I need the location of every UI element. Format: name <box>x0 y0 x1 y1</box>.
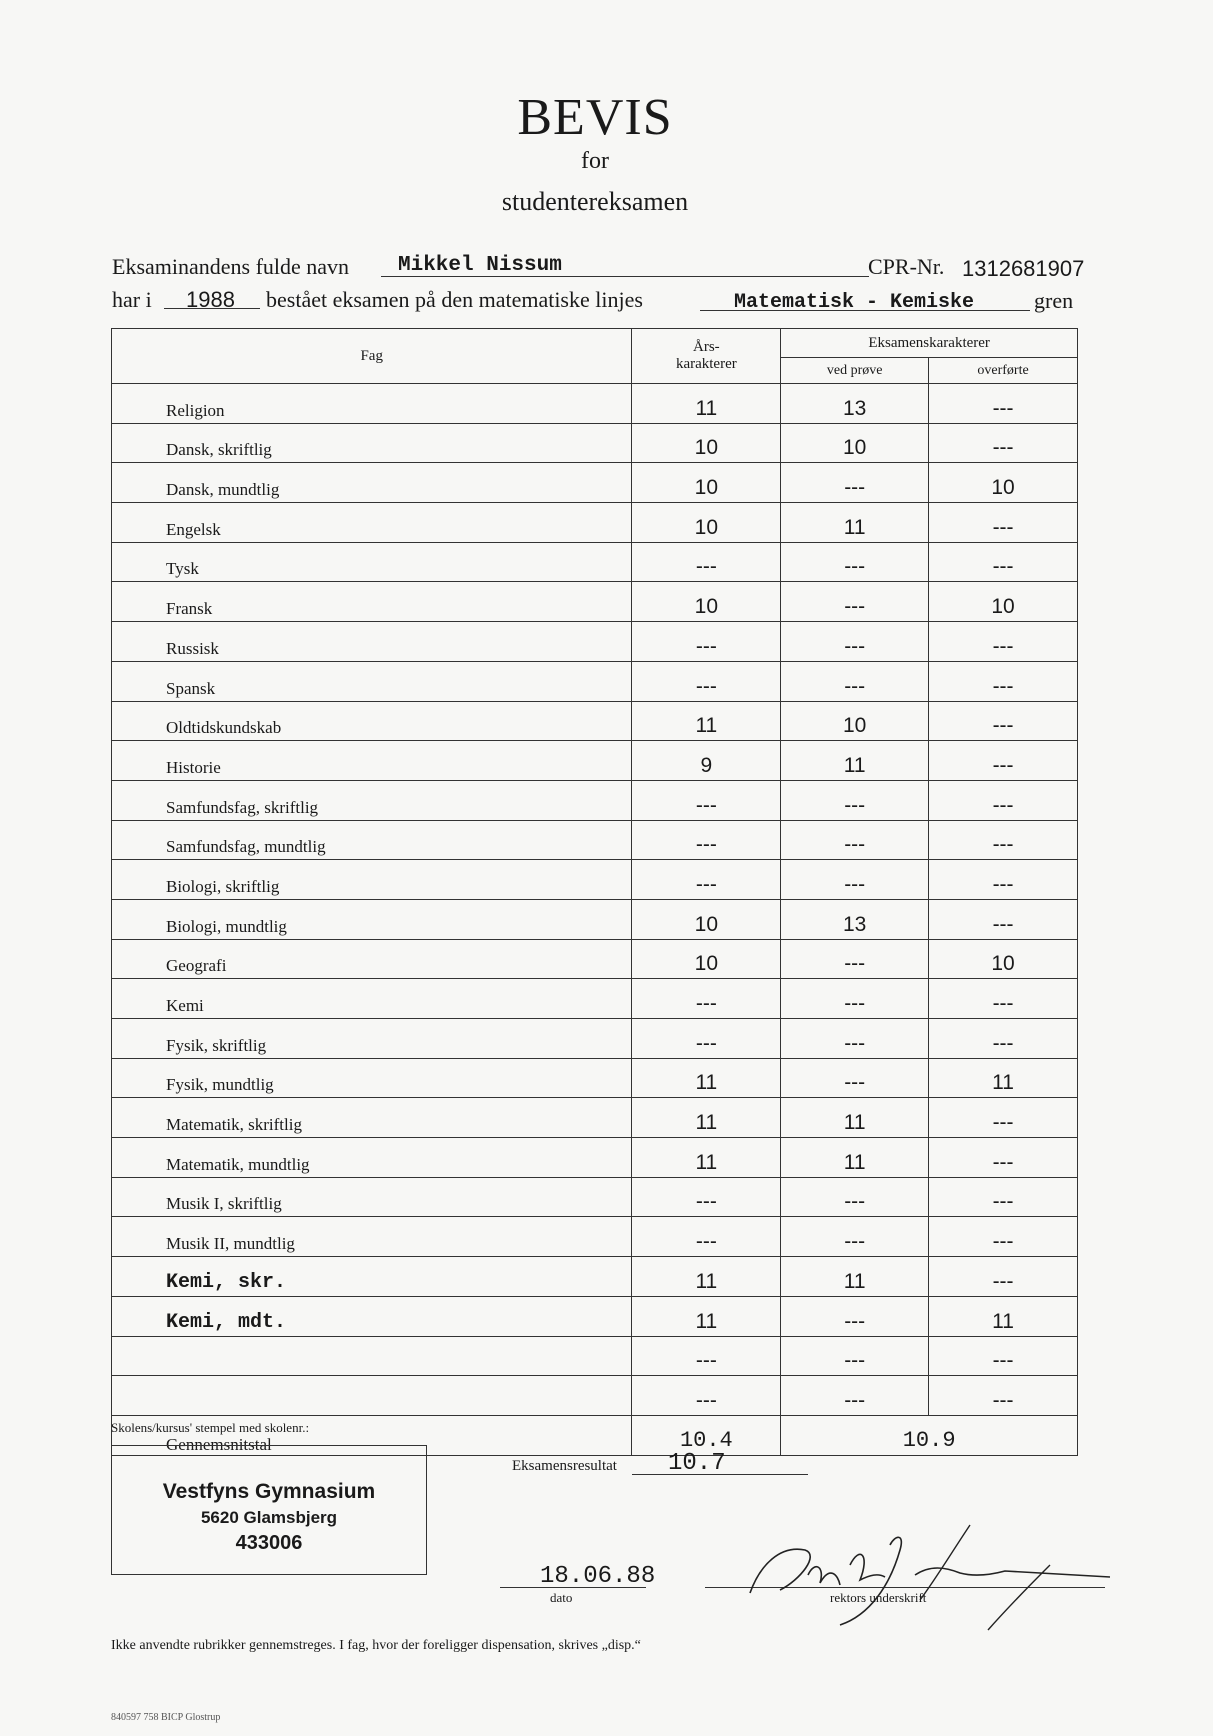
grade-year: 10 <box>632 423 781 463</box>
stamp-school-number: 433006 <box>235 1532 303 1554</box>
grade-transfer: 11 <box>929 1058 1078 1098</box>
grade-transfer: --- <box>929 1257 1078 1297</box>
subject-name: Tysk <box>166 559 199 579</box>
average-year: 10.4 <box>632 1415 781 1455</box>
grade-year: 10 <box>632 582 781 622</box>
average-label: Gennemsnitstal <box>112 1415 632 1455</box>
grade-transfer: 10 <box>929 463 1078 503</box>
candidate-name: Mikkel Nissum <box>398 254 562 277</box>
grade-test: 11 <box>781 503 929 543</box>
grade-test: 10 <box>781 701 929 741</box>
header-year-line2: karakterer <box>675 356 737 372</box>
grade-row <box>112 899 1078 939</box>
grade-year: --- <box>632 860 781 900</box>
grade-year: 9 <box>632 741 781 781</box>
grade-test: --- <box>781 661 929 701</box>
subject-cell <box>112 1376 632 1416</box>
grade-transfer: 10 <box>929 582 1078 622</box>
grade-test: 13 <box>781 899 929 939</box>
grade-transfer: --- <box>929 542 1078 582</box>
grade-transfer: --- <box>929 384 1078 424</box>
grade-transfer: --- <box>929 1019 1078 1059</box>
grade-row <box>112 582 1078 622</box>
grade-row <box>112 542 1078 582</box>
grade-transfer: --- <box>929 780 1078 820</box>
exam-name: studentereksamen <box>501 187 689 216</box>
subject-name: Fysik, mundtlig <box>166 1075 274 1095</box>
grade-test: --- <box>781 542 929 582</box>
grade-year: --- <box>632 1217 781 1257</box>
cpr-label: CPR-Nr. <box>868 254 945 279</box>
grade-transfer: --- <box>929 741 1078 781</box>
grade-test: --- <box>781 820 929 860</box>
grade-test: --- <box>781 1336 929 1376</box>
grade-test: 11 <box>781 1098 929 1138</box>
grade-transfer: --- <box>929 1177 1078 1217</box>
grade-transfer: --- <box>929 1217 1078 1257</box>
grade-row <box>112 423 1078 463</box>
signature-label: rektors underskrift <box>830 1590 927 1605</box>
grade-transfer: --- <box>929 1336 1078 1376</box>
subject-cell <box>112 1296 632 1336</box>
subject-cell <box>112 1177 632 1217</box>
subject-name: Biologi, skriftlig <box>166 876 280 896</box>
subject-name: Kemi, mdt. <box>166 1310 287 1334</box>
average-exam: 10.9 <box>781 1415 1078 1455</box>
grades-table <box>111 328 1078 1456</box>
grade-year: --- <box>632 1019 781 1059</box>
header-exam-grades: Eksamenskarakterer <box>781 329 1078 358</box>
grade-test: --- <box>781 860 929 900</box>
subject-name: Matematik, skriftlig <box>166 1115 302 1135</box>
grade-year: --- <box>632 661 781 701</box>
grade-year: --- <box>632 780 781 820</box>
subject-cell <box>112 423 632 463</box>
header-year-line1: Års- <box>693 339 720 355</box>
grade-test: --- <box>781 1296 929 1336</box>
subject-cell <box>112 463 632 503</box>
subject-name: Musik II, mundtlig <box>166 1234 295 1254</box>
grade-transfer: --- <box>929 1138 1078 1178</box>
subject-cell <box>112 820 632 860</box>
grade-row <box>112 1296 1078 1336</box>
grade-row <box>112 1177 1078 1217</box>
subject-cell <box>112 1019 632 1059</box>
subject-cell <box>112 701 632 741</box>
subject-name: Geografi <box>166 956 227 976</box>
subject-cell <box>112 1336 632 1376</box>
grade-year: --- <box>632 542 781 582</box>
header-year-grades <box>632 329 781 384</box>
grade-year: 11 <box>632 384 781 424</box>
grade-test: --- <box>781 1019 929 1059</box>
grade-year: 11 <box>632 1138 781 1178</box>
subject-name: Fysik, skriftlig <box>166 1035 267 1055</box>
grade-year: --- <box>632 1376 781 1416</box>
signature-icon <box>720 1505 1120 1635</box>
grade-year: --- <box>632 622 781 662</box>
grade-transfer: --- <box>929 661 1078 701</box>
stamp-school-name: Vestfyns Gymnasium <box>162 1480 376 1503</box>
subject-cell <box>112 582 632 622</box>
subject-name: Fransk <box>166 599 213 619</box>
grade-year: 11 <box>632 1058 781 1098</box>
grade-year: --- <box>632 1336 781 1376</box>
grade-test: 13 <box>781 384 929 424</box>
grade-row <box>112 1257 1078 1297</box>
grade-row <box>112 780 1078 820</box>
grade-row <box>112 939 1078 979</box>
subject-name: Kemi <box>166 996 204 1015</box>
grade-row <box>112 1217 1078 1257</box>
grade-test: 10 <box>781 423 929 463</box>
subject-name: Religion <box>166 400 225 420</box>
grade-test: --- <box>781 582 929 622</box>
exam-result: 10.7 <box>668 1450 726 1477</box>
grade-year: --- <box>632 820 781 860</box>
subject-cell <box>112 741 632 781</box>
print-code: 840597 758 BICP Glostrup <box>111 1712 221 1723</box>
year-prefix: har i <box>112 287 152 312</box>
grade-row <box>112 384 1078 424</box>
subject-cell <box>112 1098 632 1138</box>
subject-cell <box>112 542 632 582</box>
grade-year: 11 <box>632 1257 781 1297</box>
subject-name: Matematik, mundtlig <box>166 1154 310 1174</box>
stamp-label: Skolens/kursus' stempel med skolenr.: <box>111 1420 310 1435</box>
grade-test: --- <box>781 463 929 503</box>
subject-cell <box>112 939 632 979</box>
grade-transfer: --- <box>929 423 1078 463</box>
grade-test: 11 <box>781 741 929 781</box>
grade-row <box>112 503 1078 543</box>
grade-transfer: --- <box>929 622 1078 662</box>
subject-cell <box>112 384 632 424</box>
date-value: 18.06.88 <box>540 1563 656 1590</box>
grade-year: 10 <box>632 463 781 503</box>
grade-transfer: --- <box>929 899 1078 939</box>
grade-row <box>112 1019 1078 1059</box>
grade-test: --- <box>781 1177 929 1217</box>
exam-year: 1988 <box>186 287 235 312</box>
subject-cell <box>112 1257 632 1297</box>
grade-row <box>112 661 1078 701</box>
grade-row <box>112 1138 1078 1178</box>
subject-name: Dansk, skriftlig <box>166 440 272 460</box>
grade-row <box>112 622 1078 662</box>
cpr-number: 1312681907 <box>962 256 1085 281</box>
grade-transfer: --- <box>929 1098 1078 1138</box>
subject-name: Samfundsfag, mundtlig <box>166 837 326 857</box>
subject-name: Engelsk <box>166 519 221 539</box>
grade-year: 10 <box>632 503 781 543</box>
grade-row <box>112 1058 1078 1098</box>
grade-year: 10 <box>632 899 781 939</box>
title-for: for <box>581 148 609 174</box>
result-label: Eksamensresultat <box>512 1458 617 1474</box>
subject-cell <box>112 899 632 939</box>
subject-cell <box>112 622 632 662</box>
subject-cell <box>112 1058 632 1098</box>
header-subject: Fag <box>112 329 632 384</box>
grade-year: 11 <box>632 701 781 741</box>
grade-test: --- <box>781 622 929 662</box>
grade-test: --- <box>781 780 929 820</box>
date-label: dato <box>550 1590 573 1605</box>
subject-name: Musik I, skriftlig <box>166 1194 282 1214</box>
school-stamp <box>111 1445 427 1575</box>
grade-year: 11 <box>632 1296 781 1336</box>
grade-transfer: 11 <box>929 1296 1078 1336</box>
grade-row <box>112 860 1078 900</box>
grade-test: --- <box>781 979 929 1019</box>
subject-name: Spansk <box>166 678 216 698</box>
grade-test: --- <box>781 1058 929 1098</box>
subject-cell <box>112 503 632 543</box>
subject-cell <box>112 661 632 701</box>
grade-row <box>112 1336 1078 1376</box>
grade-year: --- <box>632 1177 781 1217</box>
subject-name: Samfundsfag, skriftlig <box>166 797 319 817</box>
branch-suffix: gren <box>1034 288 1074 313</box>
branch-name: Matematisk - Kemiske <box>734 291 975 314</box>
grade-transfer: --- <box>929 503 1078 543</box>
grade-transfer: --- <box>929 1376 1078 1416</box>
subject-cell <box>112 1217 632 1257</box>
subject-name: Historie <box>166 757 221 777</box>
subject-name: Kemi, skr. <box>166 1270 287 1294</box>
grade-year: --- <box>632 979 781 1019</box>
grade-row <box>112 820 1078 860</box>
grade-row <box>112 1098 1078 1138</box>
header-transfer: overførte <box>929 358 1078 384</box>
subject-cell <box>112 1138 632 1178</box>
header-test: ved prøve <box>781 358 929 384</box>
grade-test: 11 <box>781 1257 929 1297</box>
grade-transfer: --- <box>929 701 1078 741</box>
grade-transfer: --- <box>929 820 1078 860</box>
footer-note: Ikke anvendte rubrikker gennemstreges. I fag, hvor der foreligger dispensation, skrives „disp.“ <box>111 1638 641 1653</box>
grade-row <box>112 1376 1078 1416</box>
grade-row <box>112 979 1078 1019</box>
grade-test: 11 <box>781 1138 929 1178</box>
subject-cell <box>112 979 632 1019</box>
name-label: Eksaminandens fulde navn <box>112 254 350 279</box>
grade-test: --- <box>781 939 929 979</box>
subject-name: Biologi, mundtlig <box>166 916 287 936</box>
grade-row <box>112 463 1078 503</box>
subject-name: Oldtidskundskab <box>166 718 282 738</box>
grade-test: --- <box>781 1376 929 1416</box>
grade-year: 11 <box>632 1098 781 1138</box>
subject-name: Dansk, mundtlig <box>166 480 280 500</box>
stamp-address: 5620 Glamsbjerg <box>200 1508 338 1527</box>
grade-transfer: 10 <box>929 939 1078 979</box>
grade-row <box>112 741 1078 781</box>
subject-cell <box>112 780 632 820</box>
subject-cell <box>112 860 632 900</box>
document-title: BEVIS <box>517 89 673 146</box>
grade-year: 10 <box>632 939 781 979</box>
subject-name: Russisk <box>166 638 219 658</box>
grade-transfer: --- <box>929 860 1078 900</box>
passed-text: bestået eksamen på den matematiske linjes <box>266 287 643 312</box>
grade-test: --- <box>781 1217 929 1257</box>
grade-row <box>112 701 1078 741</box>
grade-transfer: --- <box>929 979 1078 1019</box>
